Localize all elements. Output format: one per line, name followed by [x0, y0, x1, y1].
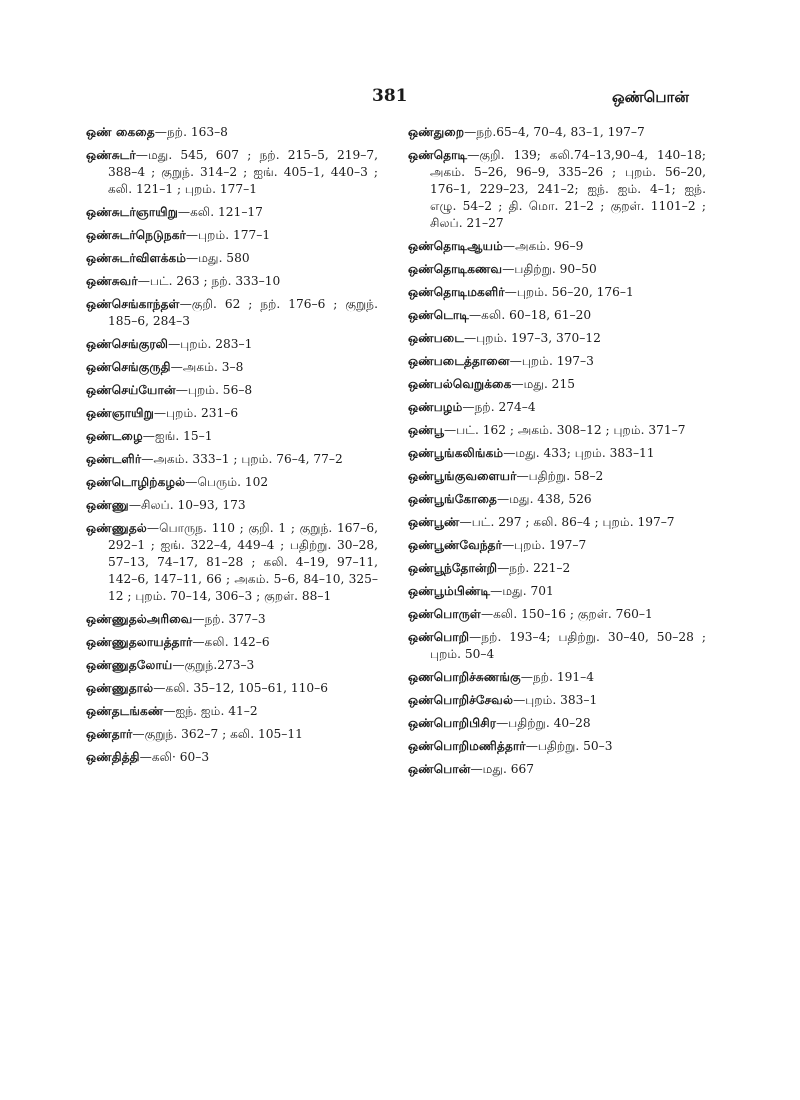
entry-headword: ஒண்பொன்	[408, 762, 471, 776]
entry-headword: ஒண்சுடர்விளக்கம்	[86, 251, 186, 265]
entry-headword: ஒண்தார்	[86, 727, 133, 741]
entry-references: குறுந். 362–7 ; கலி. 105–11	[144, 727, 303, 741]
entry-headword: ஒண்செங்குருதி	[86, 360, 171, 374]
entry-headword: ஒண்டொடி	[408, 308, 469, 322]
index-entry	[86, 296, 378, 330]
index-entry	[86, 124, 378, 141]
entry-references: மது. 667	[482, 762, 535, 776]
entry-dash: —	[192, 612, 205, 626]
entry-dash: —	[462, 400, 475, 414]
index-entry	[86, 634, 378, 651]
entry-headword: ஒண்துறை	[408, 125, 465, 139]
entry-headword: ஒண்பூந்தோன்றி	[408, 561, 498, 575]
entry-headword: ஒண்பூண்	[408, 515, 460, 529]
entry-references: நற். 163–8	[166, 125, 228, 139]
entry-headword: ஒண்டொழிற்கழல்	[86, 475, 186, 489]
entry-dash: —	[469, 630, 482, 644]
entry-headword: ஒண்பூம்பிண்டி	[408, 584, 491, 598]
entry-headword: ஒண்செய்யோன்	[86, 383, 176, 397]
entry-dash: —	[192, 635, 205, 649]
index-entry	[86, 680, 378, 697]
entry-references: பட். 263 ; நற். 333–10	[149, 274, 281, 288]
entry-references: குறி. 62 ; நற். 176–6 ; குறுந். 185–6, 284–3	[108, 297, 378, 328]
index-entry	[408, 124, 706, 141]
entry-references: கலி. 121–17	[190, 205, 263, 219]
index-entry	[86, 227, 378, 244]
entry-dash: —	[503, 446, 516, 460]
entry-headword: ஒண்சுவர்	[86, 274, 138, 288]
entry-headword: ஒண்ணுதல்	[86, 521, 147, 535]
entry-references: கலி· 60–3	[151, 750, 210, 764]
entry-headword: ஒண்தித்தி	[86, 750, 140, 764]
entry-references: புறம். 231–6	[166, 406, 239, 420]
index-entry	[86, 749, 378, 766]
entry-dash: —	[142, 429, 155, 443]
entry-dash: —	[502, 262, 515, 276]
entry-dash: —	[459, 515, 472, 529]
entry-headword: ஒண்படை	[408, 331, 465, 345]
entry-references: பட். 162 ; அகம். 308–12 ; புறம். 371–7	[456, 423, 686, 437]
entry-headword: ஒண்பூங்கலிங்கம்	[408, 446, 504, 460]
entry-dash: —	[175, 383, 188, 397]
index-entry	[408, 399, 706, 416]
index-entry	[86, 703, 378, 720]
entry-references: பதிற்று. 40–28	[508, 716, 591, 730]
entry-dash: —	[177, 205, 191, 219]
entry-headword: ஒண்ணு	[86, 498, 129, 512]
entry-dash: —	[490, 584, 503, 598]
entry-references: மது. 701	[502, 584, 554, 598]
entry-headword: ஒண்பொறிச்சேவல்	[408, 693, 514, 707]
entry-dash: —	[444, 423, 457, 437]
index-entry	[408, 738, 706, 755]
entry-headword: ஒண்ணுதலோய்	[86, 658, 173, 672]
entry-references: மது. 215	[523, 377, 575, 391]
entry-headword: ஒண்செங்காந்தள்	[86, 297, 180, 311]
left-column	[86, 124, 378, 772]
index-entry	[408, 514, 706, 531]
entry-headword: ஒண் கைதை	[86, 125, 155, 139]
entry-dash: —	[153, 406, 167, 420]
entry-headword: ஒண்பொறி	[408, 630, 470, 644]
entry-references: மது. 545, 607 ; நற். 215–5, 219–7, 388–4 ; குறுந். 314–2 ; ஐங். 405–1, 440–3 ; கலி. 121–1 ; புறம். 177–1	[108, 148, 378, 196]
entry-dash: —	[154, 125, 167, 139]
entry-headword: ஒண்தொடிஆயம்	[408, 239, 503, 253]
entry-references: புறம். 283–1	[180, 337, 253, 351]
entry-dash: —	[468, 308, 482, 322]
entry-headword: ஒண்படைத்தானை	[408, 354, 510, 368]
entry-references: புறம். 197–3	[521, 354, 594, 368]
index-entry	[86, 336, 378, 353]
right-column	[408, 124, 706, 784]
index-entry	[86, 451, 378, 468]
index-entry	[86, 204, 378, 221]
entry-headword: ஒண்பழம்	[408, 400, 463, 414]
entry-headword: ஒண்ணுதால்	[86, 681, 154, 695]
entry-dash: —	[172, 658, 185, 672]
entry-references: பதிற்று. 50–3	[537, 739, 613, 753]
entry-references: மது. 438, 526	[509, 492, 592, 506]
index-entry	[408, 583, 706, 600]
index-entry	[86, 726, 378, 743]
entry-dash: —	[464, 125, 477, 139]
index-entry	[408, 376, 706, 393]
entry-dash: —	[132, 727, 145, 741]
entry-dash: —	[504, 285, 517, 299]
entry-headword: ஒண்பொறிபிசிர	[408, 716, 497, 730]
index-entry	[86, 497, 378, 514]
index-entry	[408, 560, 706, 577]
entry-dash: —	[170, 360, 183, 374]
entry-headword: ஒண்சுடர்ஞாயிறு	[86, 205, 178, 219]
index-entry	[408, 445, 706, 462]
entry-dash: —	[497, 492, 510, 506]
index-entry	[408, 761, 706, 778]
index-entry	[408, 692, 706, 709]
entry-headword: ஒண்ணுதல்அரிவை	[86, 612, 193, 626]
entry-headword: ஒண்பூண்வேந்தர்	[408, 538, 502, 552]
entry-references: பதிற்று. 90–50	[514, 262, 597, 276]
index-entry	[408, 330, 706, 347]
entry-headword: ஒண்ஞாயிறு	[86, 406, 154, 420]
entry-headword: ஒண்தடங்கண்	[86, 704, 164, 718]
page-number: 381	[372, 86, 408, 106]
entry-references: ஐங். 15–1	[154, 429, 213, 443]
running-head: ஒண்பொன்	[612, 88, 689, 106]
entry-dash: —	[525, 739, 538, 753]
index-entry	[86, 520, 378, 605]
index-entry	[408, 715, 706, 732]
entry-headword: ஒண்பொருள்	[408, 607, 481, 621]
entry-references: கலி. 150–16 ; குறள். 760–1	[493, 607, 653, 621]
entry-dash: —	[185, 228, 199, 242]
entry-references: நற்.65–4, 70–4, 83–1, 197–7	[476, 125, 645, 139]
entry-references: மது. 580	[198, 251, 250, 265]
entry-dash: —	[168, 337, 181, 351]
entry-dash: —	[496, 716, 509, 730]
index-entry	[86, 382, 378, 399]
index-entry	[408, 537, 706, 554]
entry-headword: ஒண்தொடி	[408, 148, 468, 162]
entry-headword: ஒண்ணுதலாயத்தார்	[86, 635, 193, 649]
entry-references: மது. 433; புறம். 383–11	[515, 446, 655, 460]
entry-dash: —	[137, 274, 150, 288]
entry-dash: —	[185, 475, 198, 489]
entry-dash: —	[470, 762, 483, 776]
entry-references: அகம். 333–1 ; புறம். 76–4, 77–2	[153, 452, 343, 466]
entry-dash: —	[179, 297, 192, 311]
entry-references: கலி. 142–6	[204, 635, 270, 649]
entry-references: புறம். 56–8	[187, 383, 253, 397]
entry-references: நற். 221–2	[509, 561, 571, 575]
entry-dash: —	[497, 561, 510, 575]
entry-references: பதிற்று. 58–2	[528, 469, 604, 483]
entry-dash: —	[513, 693, 526, 707]
index-entry	[408, 606, 706, 623]
index-entry	[86, 428, 378, 445]
entry-references: சிலப். 10–93, 173	[141, 498, 246, 512]
entry-references: நற். 193–4; பதிற்று. 30–40, 50–28 ; புறம். 50–4	[430, 630, 706, 661]
entry-dash: —	[186, 251, 199, 265]
entry-headword: ஒண்பல்வெறுக்கை	[408, 377, 512, 391]
index-entry	[408, 422, 706, 439]
entry-references: நற். 377–3	[204, 612, 266, 626]
index-entry	[86, 657, 378, 674]
entry-dash: —	[467, 148, 480, 162]
entry-references: அகம். 96–9	[515, 239, 584, 253]
entry-dash: —	[128, 498, 142, 512]
index-entry	[408, 147, 706, 232]
entry-references: குறி. 139; கலி.74–13,90–4, 140–18; அகம். 5–26, 96–9, 335–26 ; புறம். 56–20, 176–1, 229–23, 241–2; ஐந். ஐம். 4–1; ஐந். எழு. 54–2 ; தி. மொ. 21–2 ; குறள். 1101–2 ; சிலப். 21–27	[430, 148, 706, 230]
index-entry	[408, 261, 706, 278]
entry-references: கலி. 60–18, 61–20	[481, 308, 592, 322]
entry-headword: ஒண்பூங்கோதை	[408, 492, 497, 506]
entry-headword: ஒண்செங்குரலி	[86, 337, 169, 351]
index-entry	[86, 273, 378, 290]
entry-dash: —	[146, 521, 160, 535]
entry-headword: ஒண்பூ	[408, 423, 445, 437]
index-entry	[86, 611, 378, 628]
entry-references: நற். 274–4	[474, 400, 536, 414]
entry-dash: —	[511, 377, 524, 391]
entry-references: ஐந். ஐம். 41–2	[175, 704, 258, 718]
entry-headword: ஒண்சுடர்	[86, 148, 136, 162]
entry-dash: —	[501, 538, 515, 552]
entry-dash: —	[163, 704, 176, 718]
index-entry	[408, 669, 706, 686]
entry-references: புறம். 197–7	[514, 538, 587, 552]
entry-dash: —	[520, 670, 533, 684]
index-entry	[408, 629, 706, 663]
entry-references: அகம். 3–8	[182, 360, 244, 374]
entry-dash: —	[139, 750, 152, 764]
entry-references: புறம். 56–20, 176–1	[516, 285, 634, 299]
entry-dash: —	[153, 681, 166, 695]
entry-headword: ஒண்தொடிகணவ	[408, 262, 503, 276]
index-entry	[408, 353, 706, 370]
index-entry	[86, 359, 378, 376]
entry-references: நற். 191–4	[532, 670, 594, 684]
index-entry	[408, 307, 706, 324]
index-entry	[86, 405, 378, 422]
entry-dash: —	[509, 354, 522, 368]
entry-headword: ஒண்டளிர்	[86, 452, 142, 466]
index-entry	[408, 491, 706, 508]
entry-references: புறம். 197–3, 370–12	[476, 331, 601, 345]
entry-headword: ஒண்பூங்குவளையர்	[408, 469, 517, 483]
entry-dash: —	[516, 469, 529, 483]
entry-headword: ஒணபொறிச்சுணங்கு	[408, 670, 521, 684]
index-entry	[408, 284, 706, 301]
entry-dash: —	[135, 148, 148, 162]
index-entry	[408, 468, 706, 485]
entry-headword: ஒண்சுடர்நெடுநகர்	[86, 228, 186, 242]
entry-references: குறுந்.273–3	[184, 658, 255, 672]
entry-references: கலி. 35–12, 105–61, 110–6	[165, 681, 328, 695]
entry-dash: —	[502, 239, 516, 253]
entry-dash: —	[464, 331, 477, 345]
entry-references: புறம். 177–1	[198, 228, 271, 242]
entry-references: பட். 297 ; கலி. 86–4 ; புறம். 197–7	[471, 515, 675, 529]
entry-references: புறம். 383–1	[525, 693, 598, 707]
entry-headword: ஒண்தொடிமகளிர்	[408, 285, 505, 299]
entry-dash: —	[141, 452, 154, 466]
index-entry	[86, 250, 378, 267]
entry-references: பொருந. 110 ; குறி. 1 ; குறுந். 167–6, 292–1 ; ஐங். 322–4, 449–4 ; பதிற்று. 30–28, 57–13, 74–17, 81–28 ; கலி. 4–19, 97–11, 142–6, 147–11, 66 ; அகம். 5–6, 84–10, 325–12 ; புறம். 70–14, 306–3 ; குறள். 88–1	[108, 521, 378, 603]
index-entry	[408, 238, 706, 255]
entry-headword: ஒண்பொறிமணித்தார்	[408, 739, 526, 753]
entry-references: பெரும். 102	[197, 475, 269, 489]
index-entry	[86, 474, 378, 491]
entry-dash: —	[480, 607, 494, 621]
index-entry	[86, 147, 378, 198]
entry-headword: ஒண்டழை	[86, 429, 143, 443]
